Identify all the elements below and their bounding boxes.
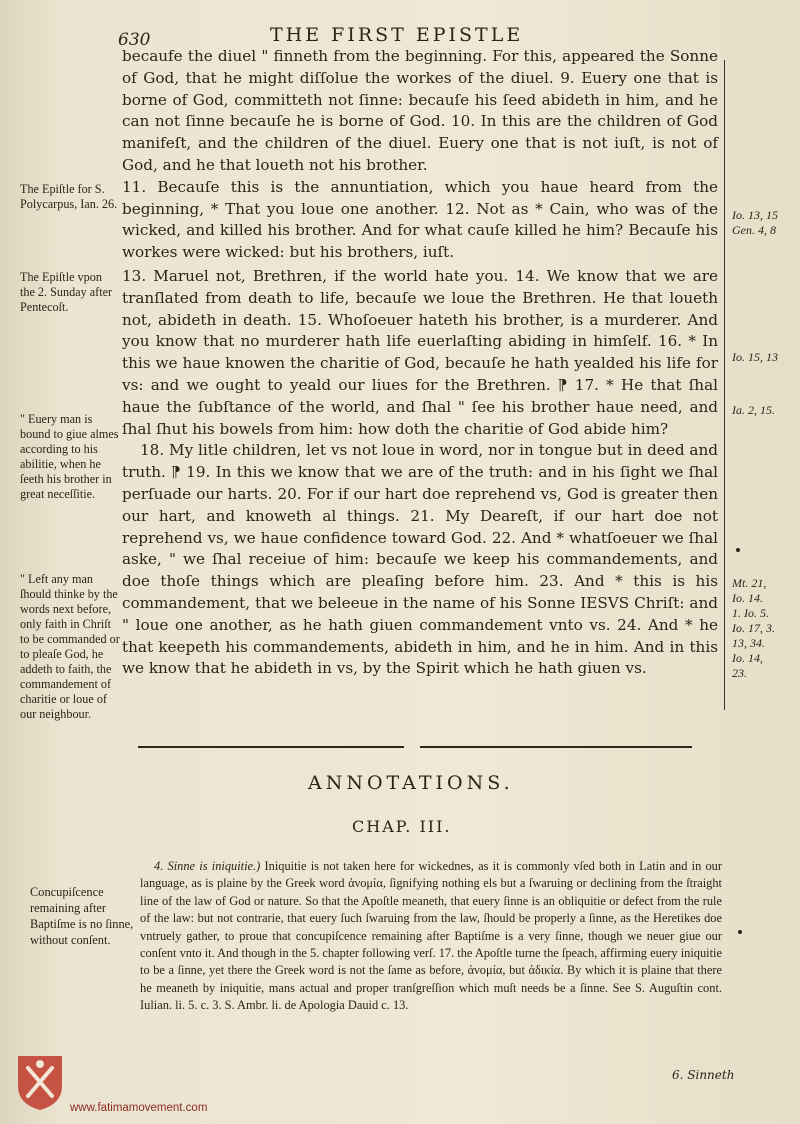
scripture-ref: Io. 13, 15 [732, 208, 778, 222]
margin-note-text: " Left any man ſhould thinke by the words next before, only faith in Chriſt to be commanded or to pleaſe God, he addeth to faith, the commandement of charitie or loue of our neighbour. [20, 572, 120, 721]
papal-keys-logo-icon [14, 1052, 66, 1112]
right-references-top [732, 208, 778, 238]
scripture-ref: 1. Io. 5. [732, 606, 769, 620]
column-rule [724, 60, 725, 710]
paragraph: 11. Becauſe this is the annuntiation, which you haue heard from the beginning, * That you loue one another. 12. Not as * Cain, who was of the wicked, and killed his brother. And for what cauſe killed he him? Becauſe his workes were wicked: but his brothers, iuſt. [122, 177, 718, 262]
running-title: THE FIRST EPISTLE [270, 24, 524, 46]
section-rule-left [138, 746, 404, 748]
right-references-bottom [732, 576, 775, 681]
chapter-heading: CHAP. III. [352, 817, 452, 836]
scripture-ref: Io. 15, 13 [732, 350, 778, 364]
scripture-ref: Io. 14. [732, 591, 763, 605]
scripture-ref: 13, 34. [732, 636, 765, 650]
scripture-ref: 23. [732, 666, 747, 680]
scripture-ref: Gen. 4, 8 [732, 223, 776, 237]
section-rule-right [420, 746, 692, 748]
margin-note-epistle-sunday [20, 270, 116, 315]
annotation-body [140, 858, 722, 1015]
footer-website-link[interactable]: www.fatimamovement.com [70, 1102, 208, 1114]
margin-note-alms [20, 412, 120, 502]
paragraph: becaufe the diuel " finneth from the beginning. For this, appeared the Sonne of God, that he might diſſolue the workes of the diuel. 9. Euery one that is borne of God, committeth not ſinne: becauſe his ſeed abideth in him, and he can not ſinne becauſe he is borne of God. 10. In this are the children of God manifeſt, and the children of the diuel. Euery one that is not iuſt, is not of God, and he that loueth not his brother. [122, 47, 718, 174]
margin-note-faith [20, 572, 122, 722]
margin-note-epistle-polycarp [20, 182, 120, 212]
paragraph: 18. My litle children, let vs not loue in word, nor in tongue but in deed and truth. ⁋ 19. In this we know that we are of the truth: and in his ſight we ſhal perſuade our harts. 20. For if our hart doe reprehend vs, God is greater then our hart, and knoweth al things. 21. My Deareſt, if our hart doe not reprehend vs, we haue confidence toward God. 22. And * whatſoeuer we ſhal aske, " we ſhal receiue of him: becauſe we keep his commandements, and doe thoſe things which are pleaſing before him. 23. And * this is his commandement, that we beleeue in the name of his Sonne IESVS Chriſt: and " loue one another, as he hath giuen commandement vnto vs. 24. And * he that keepeth his commandements, abideth in him, and he in him. And in this we know that he abideth in vs, by the Spirit which he hath giuen vs. [122, 441, 718, 678]
page-number: 630 [118, 30, 151, 50]
paragraph: 13. Maruel not, Brethren, if the world hate you. 14. We know that we are tranſlated from death to life, becauſe we loue the Brethren. He that loueth not, abideth in death. 15. Whoſoeuer hateth his brother, is a murderer. And you know that no murderer hath life euerlaſting abiding in himſelf. 16. * In this we haue knowen the charitie of God, becauſe he hath yealded his life for vs: and we ought to yeald our liues for the Brethren. ⁋ 17. * He that ſhal haue the ſubſtance of the world, and ſhal " ſee his brother haue need, and ſhal ſhut his bowels from him: how doth the charitie of God abide him? [122, 266, 718, 438]
scripture-ref: Io. 17, 3. [732, 621, 775, 635]
margin-dot [736, 548, 740, 552]
annotations-heading: ANNOTATIONS. [308, 772, 514, 794]
scripture-ref: Ia. 2, 15. [732, 403, 775, 417]
margin-note-text: " Euery man is bound to giue almes according to his abilitie, when he ſeeth his brother in great neceſſitie. [20, 412, 119, 501]
annotation-text: Iniquitie is not taken here for wickednes, as it is commonly vſed both in Latin and in our language, as is plaine by the Greek word ἀνομία, ſignifying nothing els but a ſwaruing or declining from the ſtraight line of the law of God or nature. So that the Apoſtle meaneth, that euery ſinne is an obliquitie or defect from the rule of the law: but not contrarie, that euery ſuch ſwaruing from the law, ſhould be properly a ſinne, as the Heretikes doe vntruely gather, to proue that concupiſcence remaining after Baptiſme is a very ſinne, though we neuer giue our conſent vnto it. And though in the 5. chapter following verſ. 17. the Apoſtle turne the ſpeach, affirming euery iniquitie to be a ſinne, yet there the Greek word is not the ſame as before, ἀνομία, but ἀδικία. By which it is plaine that there he meaneth by iniquitie, mans actual and proper tranſgreſſion which muſt needs be a ſinne. See S. Auguſtin cont. Iulian. li. 5. c. 3. S. Ambr. li. de Apologia Dauid c. 13. [140, 859, 723, 1013]
annotation-side-note: Concupiſcence remaining after Baptiſme is no ſinne, without conſent. [30, 885, 134, 947]
margin-dot [738, 930, 742, 934]
catchword: 6. Sinneth [672, 1068, 735, 1082]
annotation-paragraph [140, 858, 722, 1015]
margin-note-text: The Epiſtle vpon the 2. Sunday after Pentecoſt. [20, 270, 113, 314]
right-reference [732, 403, 775, 418]
main-text-column [122, 46, 718, 680]
scripture-ref: Mt. 21, [732, 576, 767, 590]
right-reference [732, 350, 778, 365]
scripture-ref: Io. 14, [732, 651, 763, 665]
margin-note-text: The Epiſtle for S. Polycarpus, Ian. 26. [20, 182, 118, 211]
annotation-lead: 4. Sinne is iniquitie.) [154, 859, 261, 873]
